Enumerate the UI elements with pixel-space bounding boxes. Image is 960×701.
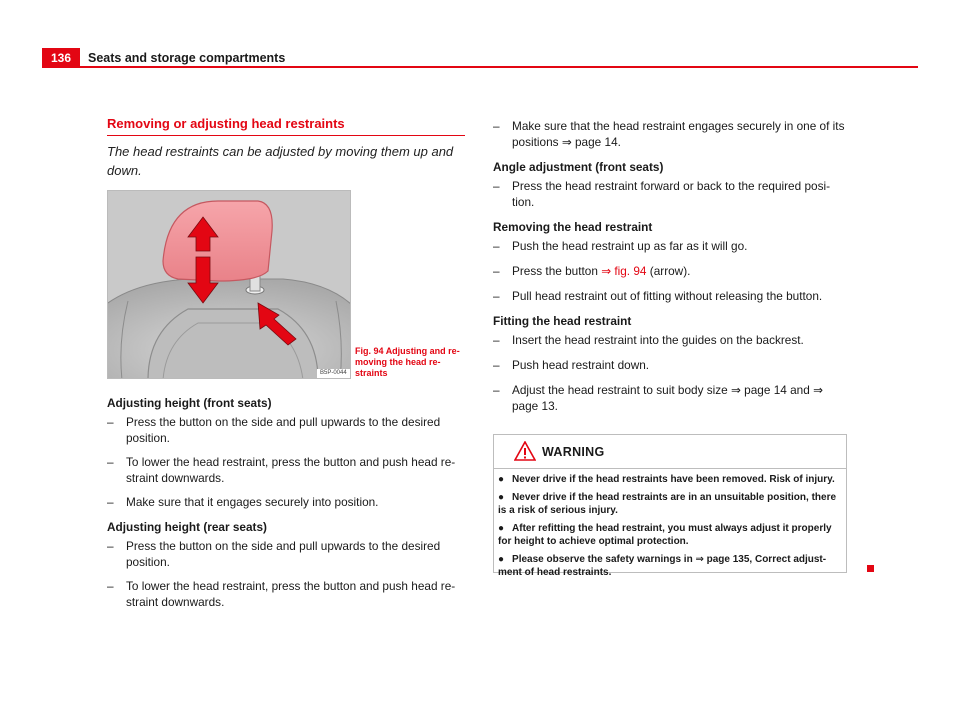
list-item: – Press the head restraint forward or back to the required posi-tion. xyxy=(493,179,831,209)
list-item: – Push the head restraint up as far as it will go. xyxy=(493,239,748,253)
section-title: Removing or adjusting head restraints xyxy=(107,116,465,136)
heading-fitting: Fitting the head restraint xyxy=(493,314,632,328)
warning-item: ● After refitting the head restraint, you must always adjust it properly for height to achieve optimal protection. xyxy=(498,523,832,547)
list-item: – Push head restraint down. xyxy=(493,358,650,372)
figure-link[interactable]: ⇒ fig. 94 xyxy=(601,264,647,278)
list-item: – Press the button on the side and pull upwards to the desired position. xyxy=(107,415,441,445)
warning-header xyxy=(494,435,846,469)
warning-item: ● Never drive if the head restraints are in an unsuitable position, there is a risk of serious injury. xyxy=(498,492,837,516)
running-title: Seats and storage compartments xyxy=(88,51,286,65)
warning-item: ● Never drive if the head restraints have been removed. Risk of injury. xyxy=(498,474,835,485)
list-item: – Press the button on the side and pull upwards to the desired position. xyxy=(107,539,441,569)
figure-caption xyxy=(355,346,465,379)
head-restraint-illustration xyxy=(108,191,351,379)
list-item: – Insert the head restraint into the guides on the backrest. xyxy=(493,333,804,347)
page-number: 136 xyxy=(42,48,80,68)
list-item: – Make sure that it engages securely into position. xyxy=(107,495,379,509)
section-intro: The head restraints can be adjusted by moving them up and down. xyxy=(107,144,454,178)
list-item: – Press the button ⇒ fig. 94 (arrow). xyxy=(493,264,691,278)
warning-item: ● Please observe the safety warnings in ⇒ page 135, Correct adjust-ment of head restraints. xyxy=(498,554,827,578)
warning-box xyxy=(493,434,847,578)
heading-rear-seats: Adjusting height (rear seats) xyxy=(107,520,267,534)
left-column xyxy=(107,395,465,610)
warning-title: WARNING xyxy=(542,445,605,459)
end-of-section-marker xyxy=(867,565,874,572)
right-column xyxy=(493,118,848,414)
warning-icon xyxy=(514,441,536,461)
heading-removing: Removing the head restraint xyxy=(493,220,653,234)
list-item: – Make sure that the head restraint engages securely in one of its positions ⇒ page 14. xyxy=(493,119,845,149)
figure-caption-label: Fig. 94 xyxy=(355,346,384,356)
figure-caption-text: Adjusting and re-moving the head re-straints xyxy=(355,346,460,378)
heading-front-seats: Adjusting height (front seats) xyxy=(107,396,272,410)
heading-angle: Angle adjustment (front seats) xyxy=(493,160,664,174)
list-item: – Adjust the head restraint to suit body size ⇒ page 14 and ⇒ page 13. xyxy=(493,383,823,413)
warning-body xyxy=(494,469,846,579)
list-item: – To lower the head restraint, press the button and push head re-straint downwards. xyxy=(107,455,456,485)
figure-code: B5P-0044 xyxy=(320,370,347,376)
list-item: – Pull head restraint out of fitting without releasing the button. xyxy=(493,289,823,303)
figure-head-restraint xyxy=(107,190,351,379)
list-item: – To lower the head restraint, press the button and push head re-straint downwards. xyxy=(107,579,456,609)
header-rule xyxy=(42,66,918,68)
